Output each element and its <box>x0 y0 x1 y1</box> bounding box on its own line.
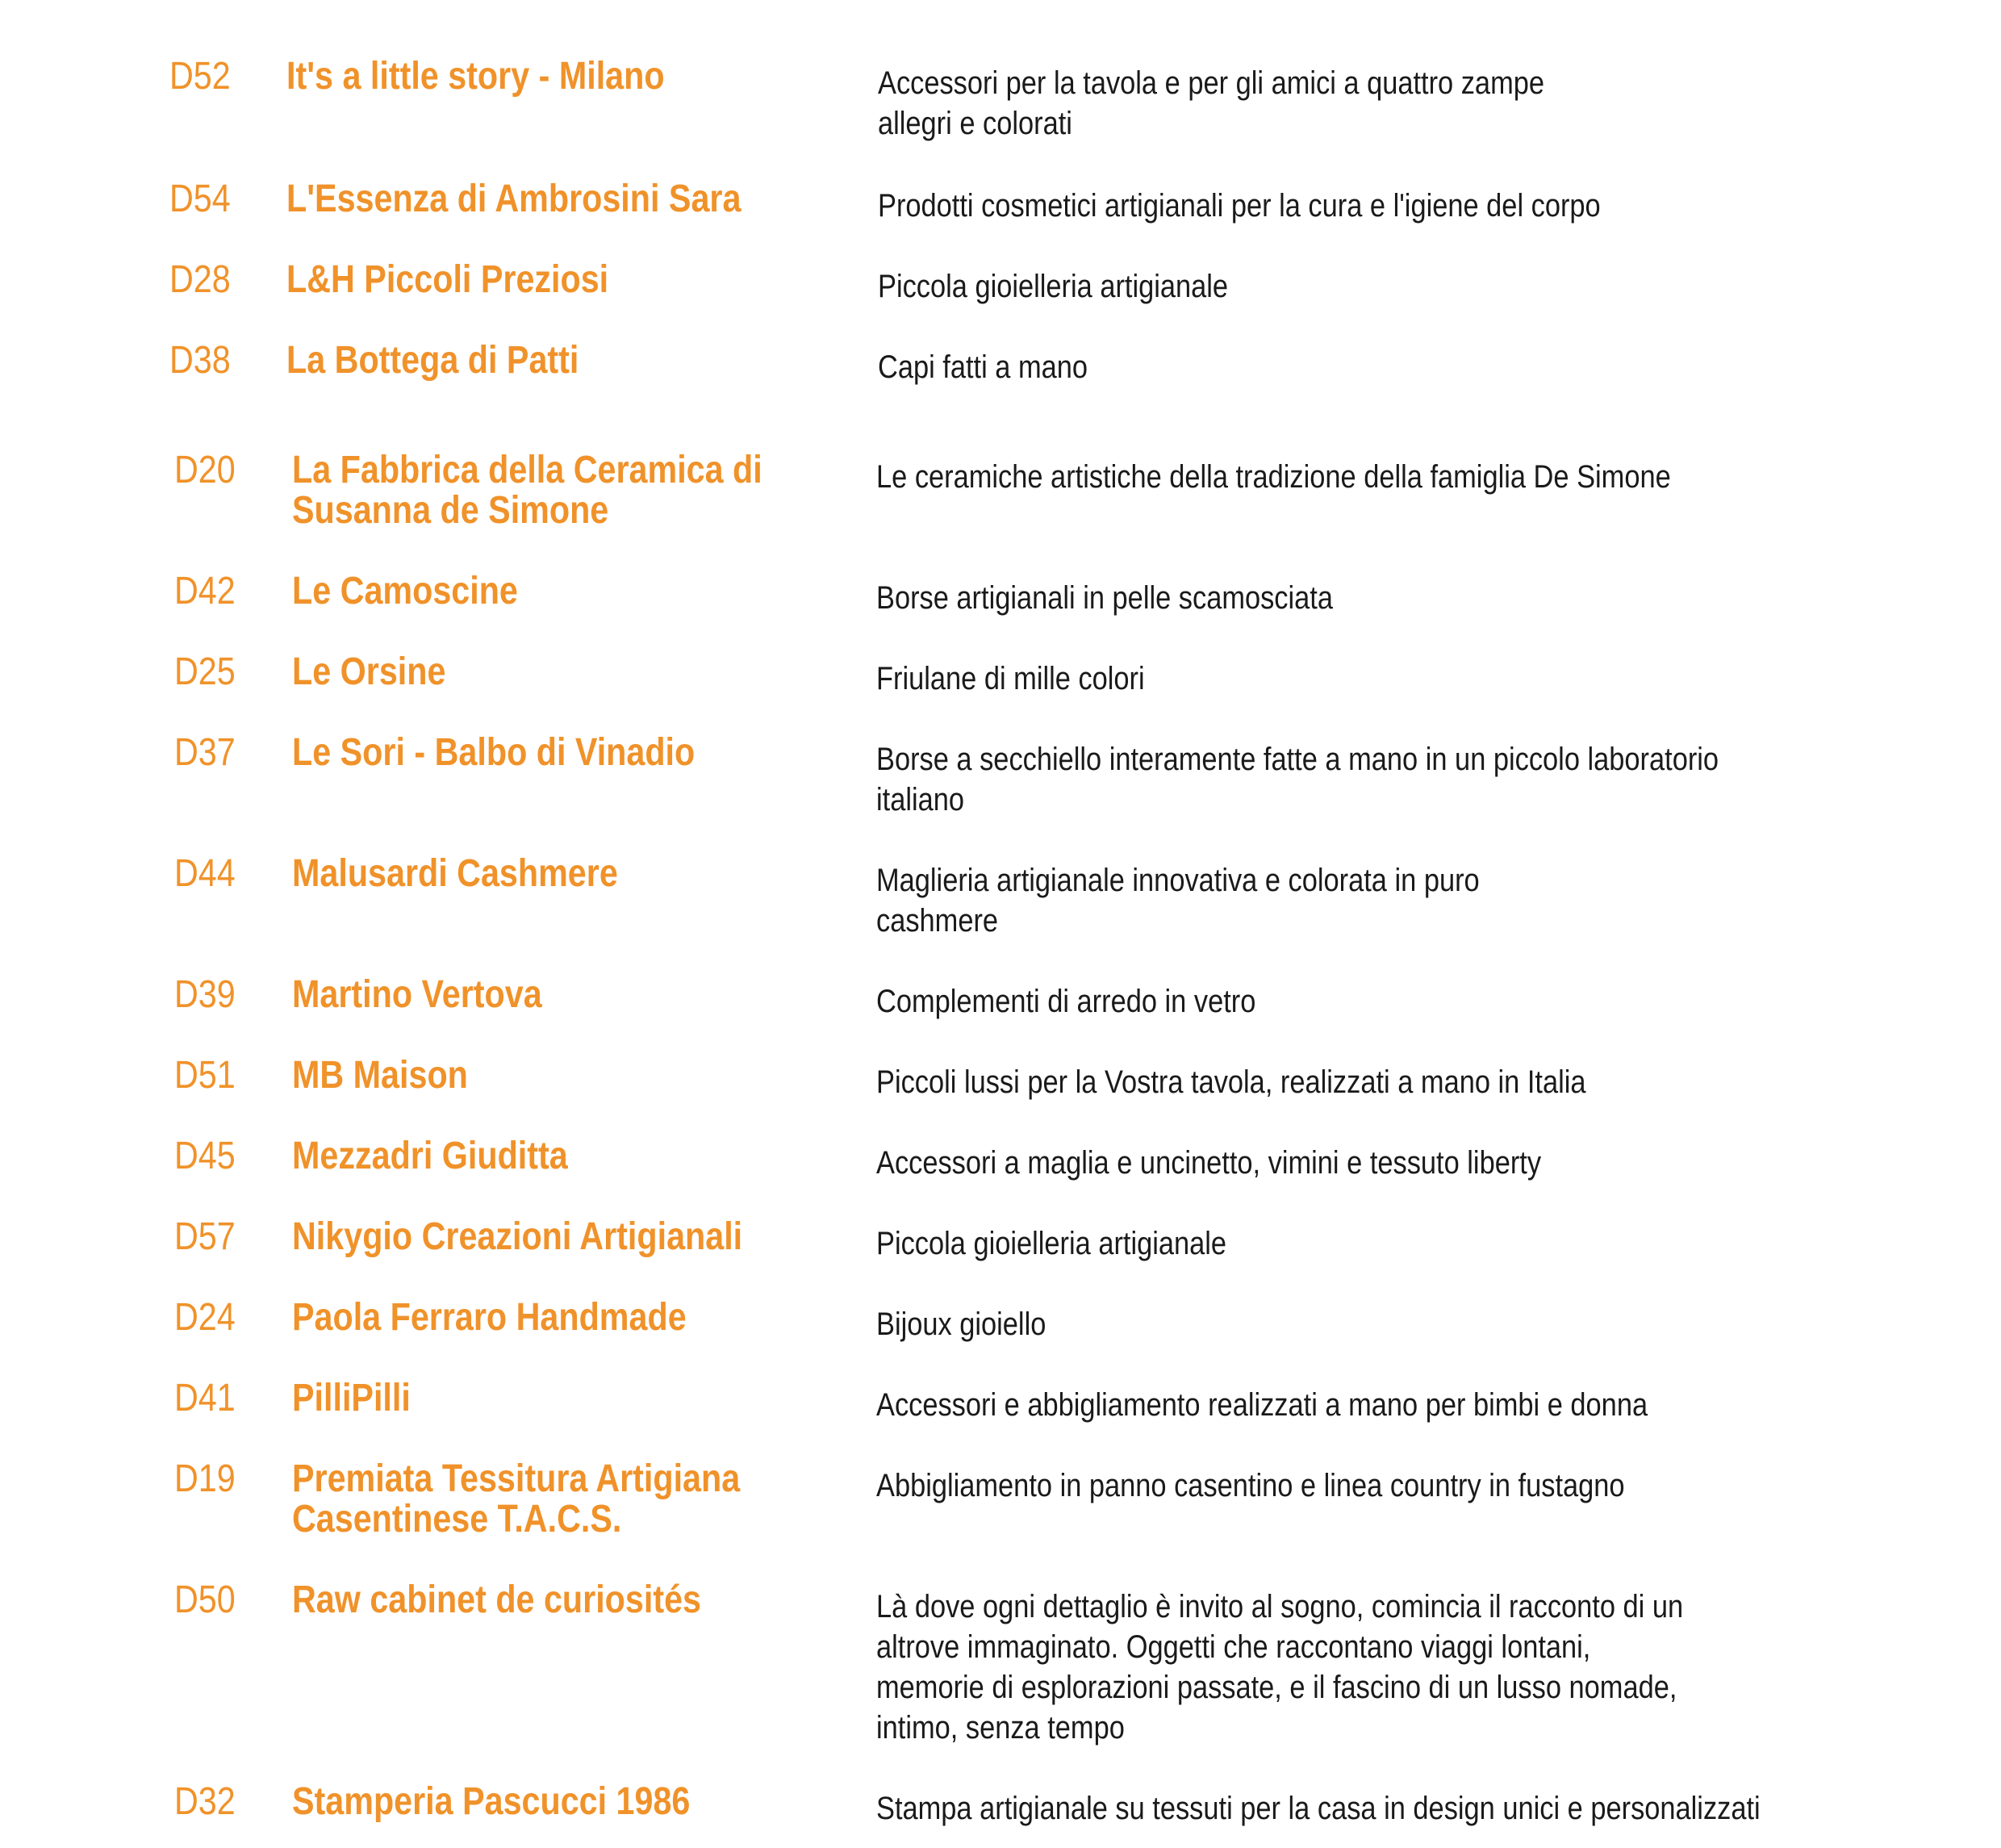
exhibitor-name: Le Camoscine <box>292 570 518 613</box>
exhibitor-name: Le Sori - Balbo di Vinadio <box>292 731 696 774</box>
stand-code: D41 <box>174 1377 236 1419</box>
exhibitor-description: Accessori per la tavola e per gli amici a quattro zampe allegri e colorati <box>878 65 1544 141</box>
exhibitor-name: La Fabbrica della Ceramica di Susanna de Simone <box>292 449 762 532</box>
exhibitor-description: Bijoux gioiello <box>876 1307 1046 1342</box>
stand-code: D44 <box>174 852 236 895</box>
stand-code: D39 <box>174 973 236 1016</box>
exhibitor-description: Maglieria artigianale innovativa e colorata in puro cashmere <box>876 863 1480 939</box>
exhibitor-name: Stamperia Pascucci 1986 <box>292 1780 691 1823</box>
exhibitor-description: Borse artigianali in pelle scamosciata <box>876 580 1333 616</box>
exhibitor-name: Le Orsine <box>292 650 446 693</box>
exhibitor-name: Mezzadri Giuditta <box>292 1135 568 1177</box>
exhibitor-description: Prodotti cosmetici artigianali per la cura e l'igiene del corpo <box>878 188 1601 224</box>
stand-code: D52 <box>169 55 231 98</box>
exhibitor-description: Piccola gioielleria artigianale <box>878 269 1229 304</box>
exhibitor-description: Accessori a maglia e uncinetto, vimini e tessuto liberty <box>876 1145 1542 1181</box>
exhibitor-name: Malusardi Cashmere <box>292 852 618 895</box>
stand-code: D24 <box>174 1296 236 1339</box>
stand-code: D50 <box>174 1578 236 1621</box>
stand-code: D51 <box>174 1054 236 1097</box>
exhibitor-description: Le ceramiche artistiche della tradizione della famiglia De Simone <box>876 459 1671 495</box>
exhibitor-description: Piccoli lussi per la Vostra tavola, realizzati a mano in Italia <box>876 1064 1586 1100</box>
stand-code: D37 <box>174 731 236 774</box>
stand-code: D32 <box>174 1780 236 1823</box>
stand-code: D57 <box>174 1215 236 1258</box>
exhibitor-description: Stampa artigianale su tessuti per la casa in design unici e personalizzati <box>876 1791 1761 1826</box>
exhibitor-description: Abbigliamento in panno casentino e linea country in fustagno <box>876 1468 1625 1503</box>
stand-code: D45 <box>174 1135 236 1177</box>
exhibitor-name: It's a little story - Milano <box>286 55 665 98</box>
exhibitor-description: Borse a secchiello interamente fatte a mano in un piccolo laboratorio italiano <box>876 742 1719 817</box>
exhibitor-name: Paola Ferraro Handmade <box>292 1296 687 1339</box>
exhibitor-description: Piccola gioielleria artigianale <box>876 1226 1227 1261</box>
exhibitor-name: L'Essenza di Ambrosini Sara <box>286 178 741 220</box>
stand-code: D20 <box>174 449 236 491</box>
exhibitor-description: Là dove ogni dettaglio è invito al sogno, comincia il racconto di un altrove immaginato. Oggetti che raccontano viaggi lontani, memorie di esplorazioni passate, e il fascino di un lusso nomade, intimo, senza tempo <box>876 1589 1684 1746</box>
exhibitor-description: Capi fatti a mano <box>878 349 1088 385</box>
exhibitor-name: Raw cabinet de curiosités <box>292 1578 701 1621</box>
exhibitor-description: Accessori e abbigliamento realizzati a mano per bimbi e donna <box>876 1387 1648 1423</box>
exhibitor-name: MB Maison <box>292 1054 468 1097</box>
exhibitor-name: La Bottega di Patti <box>286 339 579 382</box>
exhibitor-name: Premiata Tessitura Artigiana Casentinese T.A.C.S. <box>292 1457 741 1541</box>
exhibitor-description: Friulane di mille colori <box>876 661 1145 696</box>
stand-code: D54 <box>169 178 231 220</box>
stand-code: D28 <box>169 258 231 301</box>
exhibitor-name: Martino Vertova <box>292 973 542 1016</box>
stand-code: D19 <box>174 1457 236 1500</box>
stand-code: D38 <box>169 339 231 382</box>
exhibitor-description: Complementi di arredo in vetro <box>876 984 1256 1019</box>
exhibitor-name: PilliPilli <box>292 1377 411 1419</box>
stand-code: D25 <box>174 650 236 693</box>
stand-code: D42 <box>174 570 236 613</box>
exhibitor-name: Nikygio Creazioni Artigianali <box>292 1215 743 1258</box>
exhibitor-name: L&H Piccoli Preziosi <box>286 258 609 301</box>
